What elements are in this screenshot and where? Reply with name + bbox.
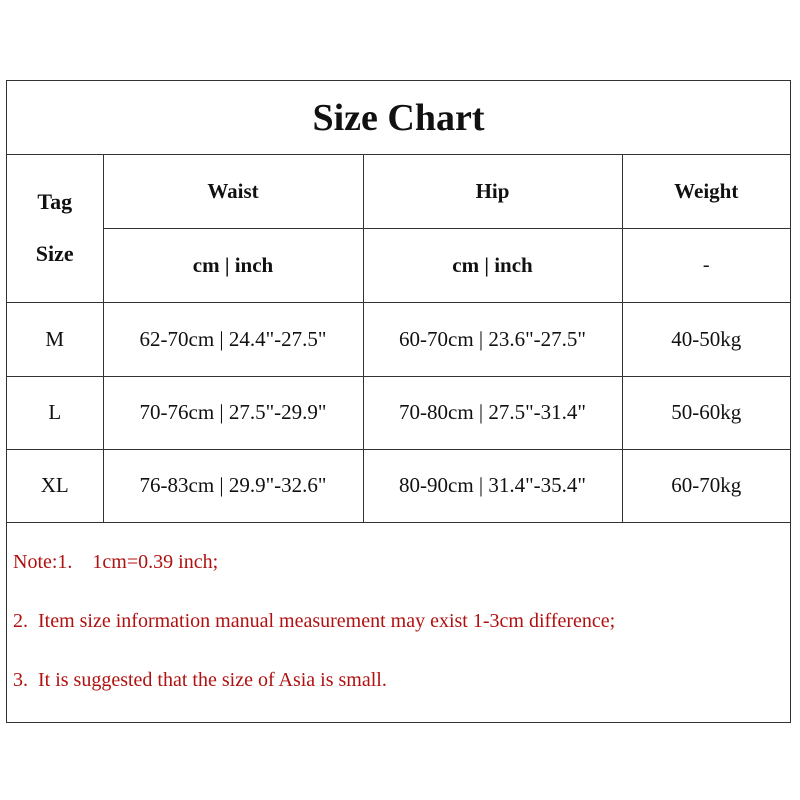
table-row <box>7 302 790 376</box>
weight-header: Weight <box>622 155 790 228</box>
unit-row <box>7 228 790 302</box>
table-row <box>7 449 790 522</box>
weight-unit: - <box>622 228 790 302</box>
size-cell: L <box>7 376 103 449</box>
hip-header: Hip <box>363 155 622 228</box>
header-row <box>7 155 790 228</box>
tag-size-label-line1: Tag <box>37 189 73 215</box>
tag-size-header <box>7 155 103 302</box>
waist-cell: 62-70cm | 24.4"-27.5" <box>103 302 363 376</box>
note-3: 3. It is suggested that the size of Asia is small. <box>13 669 387 691</box>
note-1: Note:1. 1cm=0.39 inch; <box>13 551 219 573</box>
size-cell: M <box>7 302 103 376</box>
waist-header: Waist <box>103 155 363 228</box>
weight-cell: 60-70kg <box>622 449 790 522</box>
waist-cell: 76-83cm | 29.9"-32.6" <box>103 449 363 522</box>
tag-size-label-line2: Size <box>35 241 74 267</box>
waist-unit: cm | inch <box>103 228 363 302</box>
waist-cell: 70-76cm | 27.5"-29.9" <box>103 376 363 449</box>
hip-unit: cm | inch <box>363 228 622 302</box>
size-cell: XL <box>7 449 103 522</box>
hip-cell: 60-70cm | 23.6"-27.5" <box>363 302 622 376</box>
weight-cell: 40-50kg <box>622 302 790 376</box>
notes-section <box>7 521 790 721</box>
size-table <box>7 155 790 523</box>
size-chart-frame <box>6 80 791 723</box>
note-2: 2. Item size information manual measurement may exist 1-3cm difference; <box>13 610 616 632</box>
table-row <box>7 376 790 449</box>
weight-cell: 50-60kg <box>622 376 790 449</box>
hip-cell: 80-90cm | 31.4"-35.4" <box>363 449 622 522</box>
hip-cell: 70-80cm | 27.5"-31.4" <box>363 376 622 449</box>
page-title: Size Chart <box>7 81 790 155</box>
